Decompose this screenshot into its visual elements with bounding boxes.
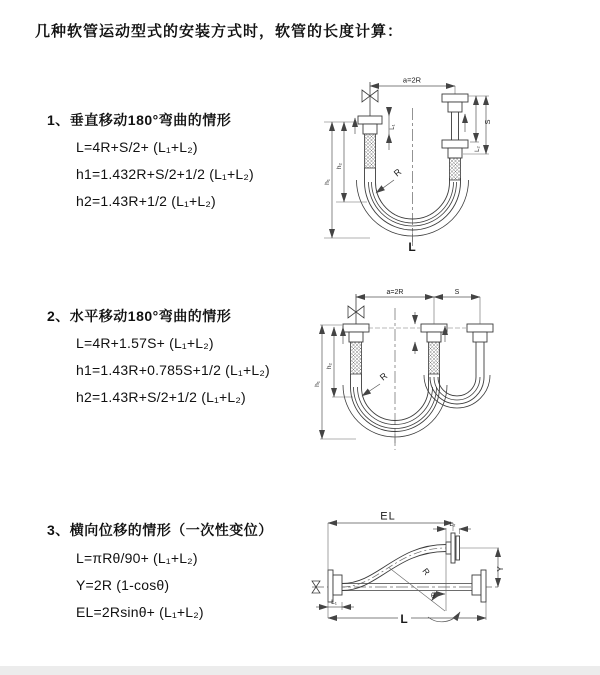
dim-label-h2: h₂ [336,162,343,170]
dim-label-h2: h₂ [326,362,333,370]
formula-line: EL=2Rsinθ+ (L₁+L₂) [76,604,204,620]
dim-label-s: S [454,289,460,296]
page-title: 几种软管运动型式的安装方式时，软管的长度计算： [35,23,404,40]
section-1-formulas [76,134,254,215]
dim-label-l1: L₁ [331,599,337,606]
dim-label-el: EL [380,510,396,523]
formula-line: h1=1.432R+S/2+1/2 (L₁+L₂) [76,166,254,182]
dim-label-h1: h₁ [314,381,321,387]
dim-label-a2r: a=2R [402,75,422,85]
section-1-heading: 1、垂直移动180°弯曲的情形 [47,112,232,128]
section-2-formulas [76,330,270,411]
diagram-vertical-180-bend [312,70,592,260]
dim-label-l2: L₂ [449,521,456,528]
formula-line: L=4R+S/2+ (L₁+L₂) [76,139,198,155]
braided-hose-section [429,342,440,374]
dim-label-l2: L₂ [475,146,481,152]
formula-line: h2=1.43R+1/2 (L₁+L₂) [76,193,216,209]
page-edge [0,666,600,675]
dim-label-l1: L₁ [390,124,396,130]
dim-label-h1: h₁ [324,179,331,185]
formula-line: L=4R+1.57S+ (L₁+L₂) [76,335,214,351]
braided-hose-section [351,342,362,374]
length-label: L [400,612,408,626]
dim-label-y: Y [496,566,505,572]
radius-label: R [391,166,404,179]
diagram-horizontal-180-bend [308,282,598,467]
radius-label: R [420,566,433,578]
dim-label-s: S [483,119,492,125]
diagram-lateral-displacement [300,503,600,655]
length-label: L [408,240,416,254]
section-3-formulas [76,545,204,626]
braided-hose-section [365,134,376,168]
braided-hose-section [450,158,461,180]
angle-label: θ [431,593,435,600]
section-3-heading: 3、横向位移的情形（一次性变位） [47,522,273,538]
formula-line: Y=2R (1-cosθ) [76,577,170,593]
formula-line: h1=1.43R+0.785S+1/2 (L₁+L₂) [76,362,270,378]
radius-label: R [377,370,390,383]
section-2-heading: 2、水平移动180°弯曲的情形 [47,308,232,324]
formula-line: L=πRθ/90+ (L₁+L₂) [76,550,198,566]
dim-label-a2r: a=2R [386,289,404,296]
formula-line: h2=1.43R+S/2+1/2 (L₁+L₂) [76,389,246,405]
